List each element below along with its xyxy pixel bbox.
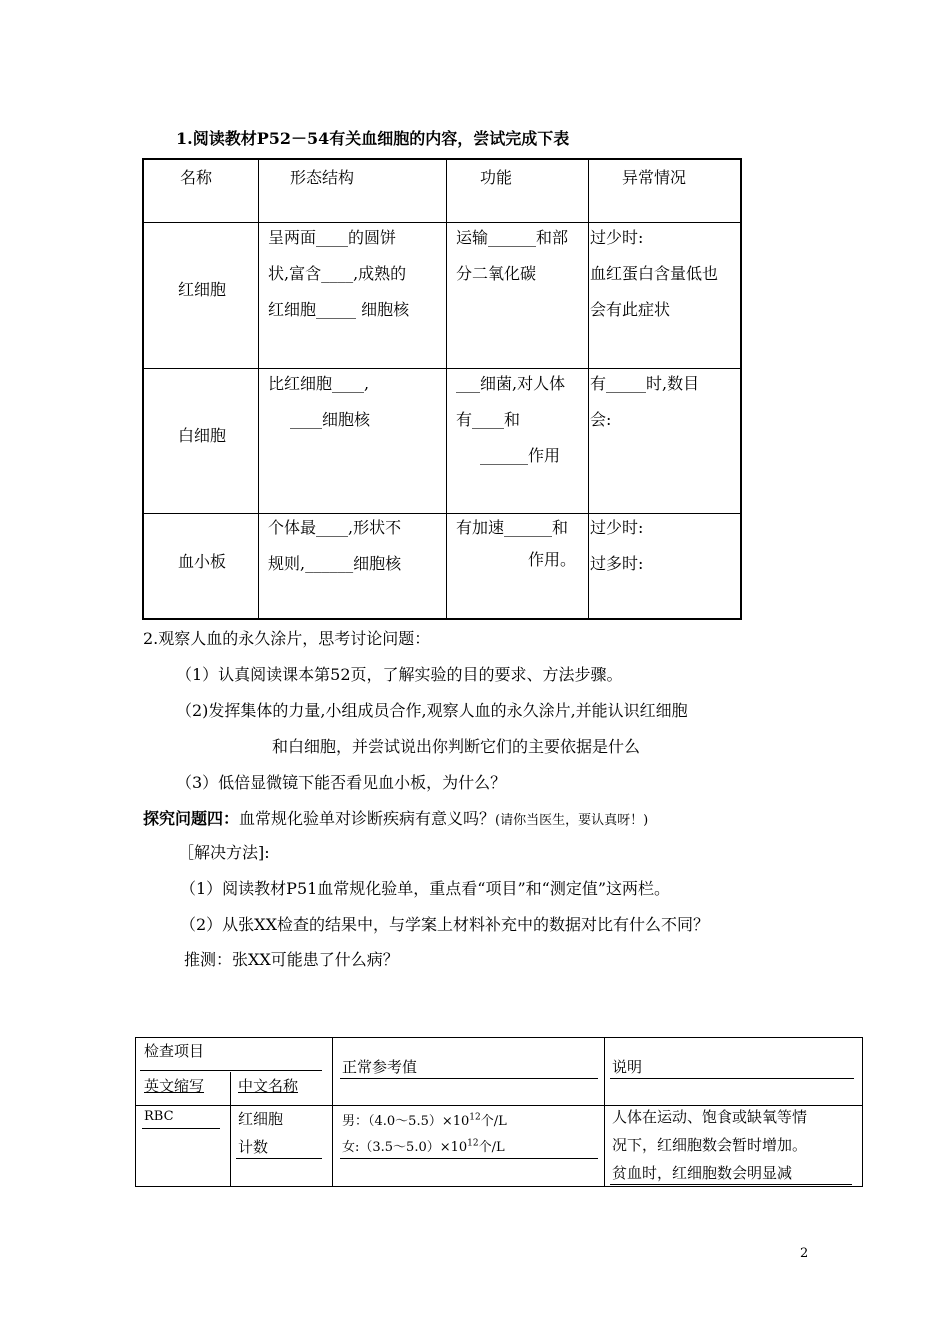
rbc-abn-3: 会有此症状 bbox=[590, 300, 671, 319]
rbc-abn-1: 过少时: bbox=[590, 228, 644, 247]
platelet-func-1: 有加速______和 bbox=[456, 518, 569, 537]
platelet-abn-1: 过少时: bbox=[590, 518, 644, 537]
inquiry-note: (请你当医生，要认真呀！) bbox=[495, 813, 649, 828]
rbc-cn-1: 红细胞 bbox=[238, 1110, 284, 1128]
wbc-func-2: 有____和 bbox=[456, 410, 521, 429]
method-label: ［解决方法]: bbox=[178, 843, 270, 862]
platelet-func-2: 作用。 bbox=[528, 550, 577, 569]
h-item: 检查项目 bbox=[144, 1042, 205, 1060]
wbc-abn-2: 会: bbox=[590, 410, 612, 429]
rbc-abn-2: 血红蛋白含量低也 bbox=[590, 264, 719, 283]
task2-item-2: （2)发挥集体的力量,小组成员合作,观察人血的永久涂片,并能认识红细胞 bbox=[176, 701, 688, 720]
ref-male: 男：$(4.0\sim 5.5)\times 10^{12}$个/L bbox=[342, 1112, 507, 1129]
row-name-wbc: 白细胞 bbox=[178, 426, 227, 445]
row-name-platelet: 血小板 bbox=[178, 552, 227, 571]
note-1: 人体在运动、饱食或缺氧等情 bbox=[612, 1108, 808, 1126]
h-note: 说明 bbox=[612, 1058, 643, 1076]
wbc-func-1: ___细菌,对人体 bbox=[456, 374, 566, 393]
method-step-3: 推测：张XX可能患了什么病？ bbox=[184, 950, 399, 969]
h-ref: 正常参考值 bbox=[342, 1058, 418, 1076]
task2-item-1: （1）认真阅读课本第52页，了解实验的目的要求、方法步骤。 bbox=[176, 665, 623, 684]
header-abnormal: 异常情况 bbox=[622, 168, 687, 187]
rbc-abbr: RBC bbox=[144, 1109, 174, 1124]
inquiry-label: 探究问题四： bbox=[143, 809, 240, 828]
ref-female: 女$:(3.5\sim 5.0)\times 10^{12}$个/L bbox=[342, 1138, 505, 1155]
blood-test-table bbox=[135, 1037, 863, 1187]
wbc-abn-1: 有_____时,数目 bbox=[590, 374, 700, 393]
platelet-form-2: 规则,______细胞核 bbox=[268, 554, 402, 573]
method-step-2: （2）从张XX检查的结果中，与学案上材料补充中的数据对比有什么不同？ bbox=[180, 915, 709, 934]
wbc-form-2: ____细胞核 bbox=[290, 410, 371, 429]
page-number: 2 bbox=[800, 1246, 809, 1261]
method-step-1: （1）阅读教材P51血常规化验单，重点看“项目”和“测定值”这两栏。 bbox=[180, 879, 671, 898]
note-2: 况下，红细胞数会暂时增加。 bbox=[612, 1136, 808, 1154]
row-name-rbc: 红细胞 bbox=[178, 280, 227, 299]
wbc-func-3: ______作用 bbox=[480, 446, 561, 465]
task1-title: 1.阅读教材P52－54有关血细胞的内容，尝试完成下表 bbox=[176, 129, 570, 148]
header-form: 形态结构 bbox=[290, 168, 355, 187]
blood-cell-table bbox=[142, 158, 742, 620]
rbc-func-1: 运输______和部 bbox=[456, 228, 569, 247]
wbc-form-1: 比红细胞____, bbox=[268, 374, 370, 393]
platelet-form-1: 个体最____,形状不 bbox=[268, 518, 402, 537]
rbc-form-2: 状,富含____,成熟的 bbox=[268, 264, 407, 283]
task2-title: 2.观察人血的永久涂片，思考讨论问题： bbox=[143, 629, 431, 648]
inquiry-line bbox=[143, 806, 648, 829]
task2-item-3: （3）低倍显微镜下能否看见血小板，为什么？ bbox=[176, 773, 507, 792]
platelet-abn-2: 过多时: bbox=[590, 554, 644, 573]
h-abbr: 英文缩写 bbox=[144, 1077, 205, 1095]
rbc-form-3: 红细胞_____ 细胞核 bbox=[268, 300, 410, 319]
header-function: 功能 bbox=[480, 168, 513, 187]
task2-item-2-cont: 和白细胞，并尝试说出你判断它们的主要依据是什么 bbox=[272, 737, 641, 756]
rbc-form-1: 呈两面____的圆饼 bbox=[268, 228, 397, 247]
rbc-cn-2: 计数 bbox=[238, 1138, 269, 1156]
h-cn: 中文名称 bbox=[238, 1077, 299, 1095]
rbc-func-2: 分二氧化碳 bbox=[456, 264, 537, 283]
inquiry-question: 血常规化验单对诊断疾病有意义吗？ bbox=[239, 809, 496, 828]
note-3: 贫血时，红细胞数会明显减 bbox=[612, 1164, 793, 1182]
header-name: 名称 bbox=[180, 168, 213, 187]
